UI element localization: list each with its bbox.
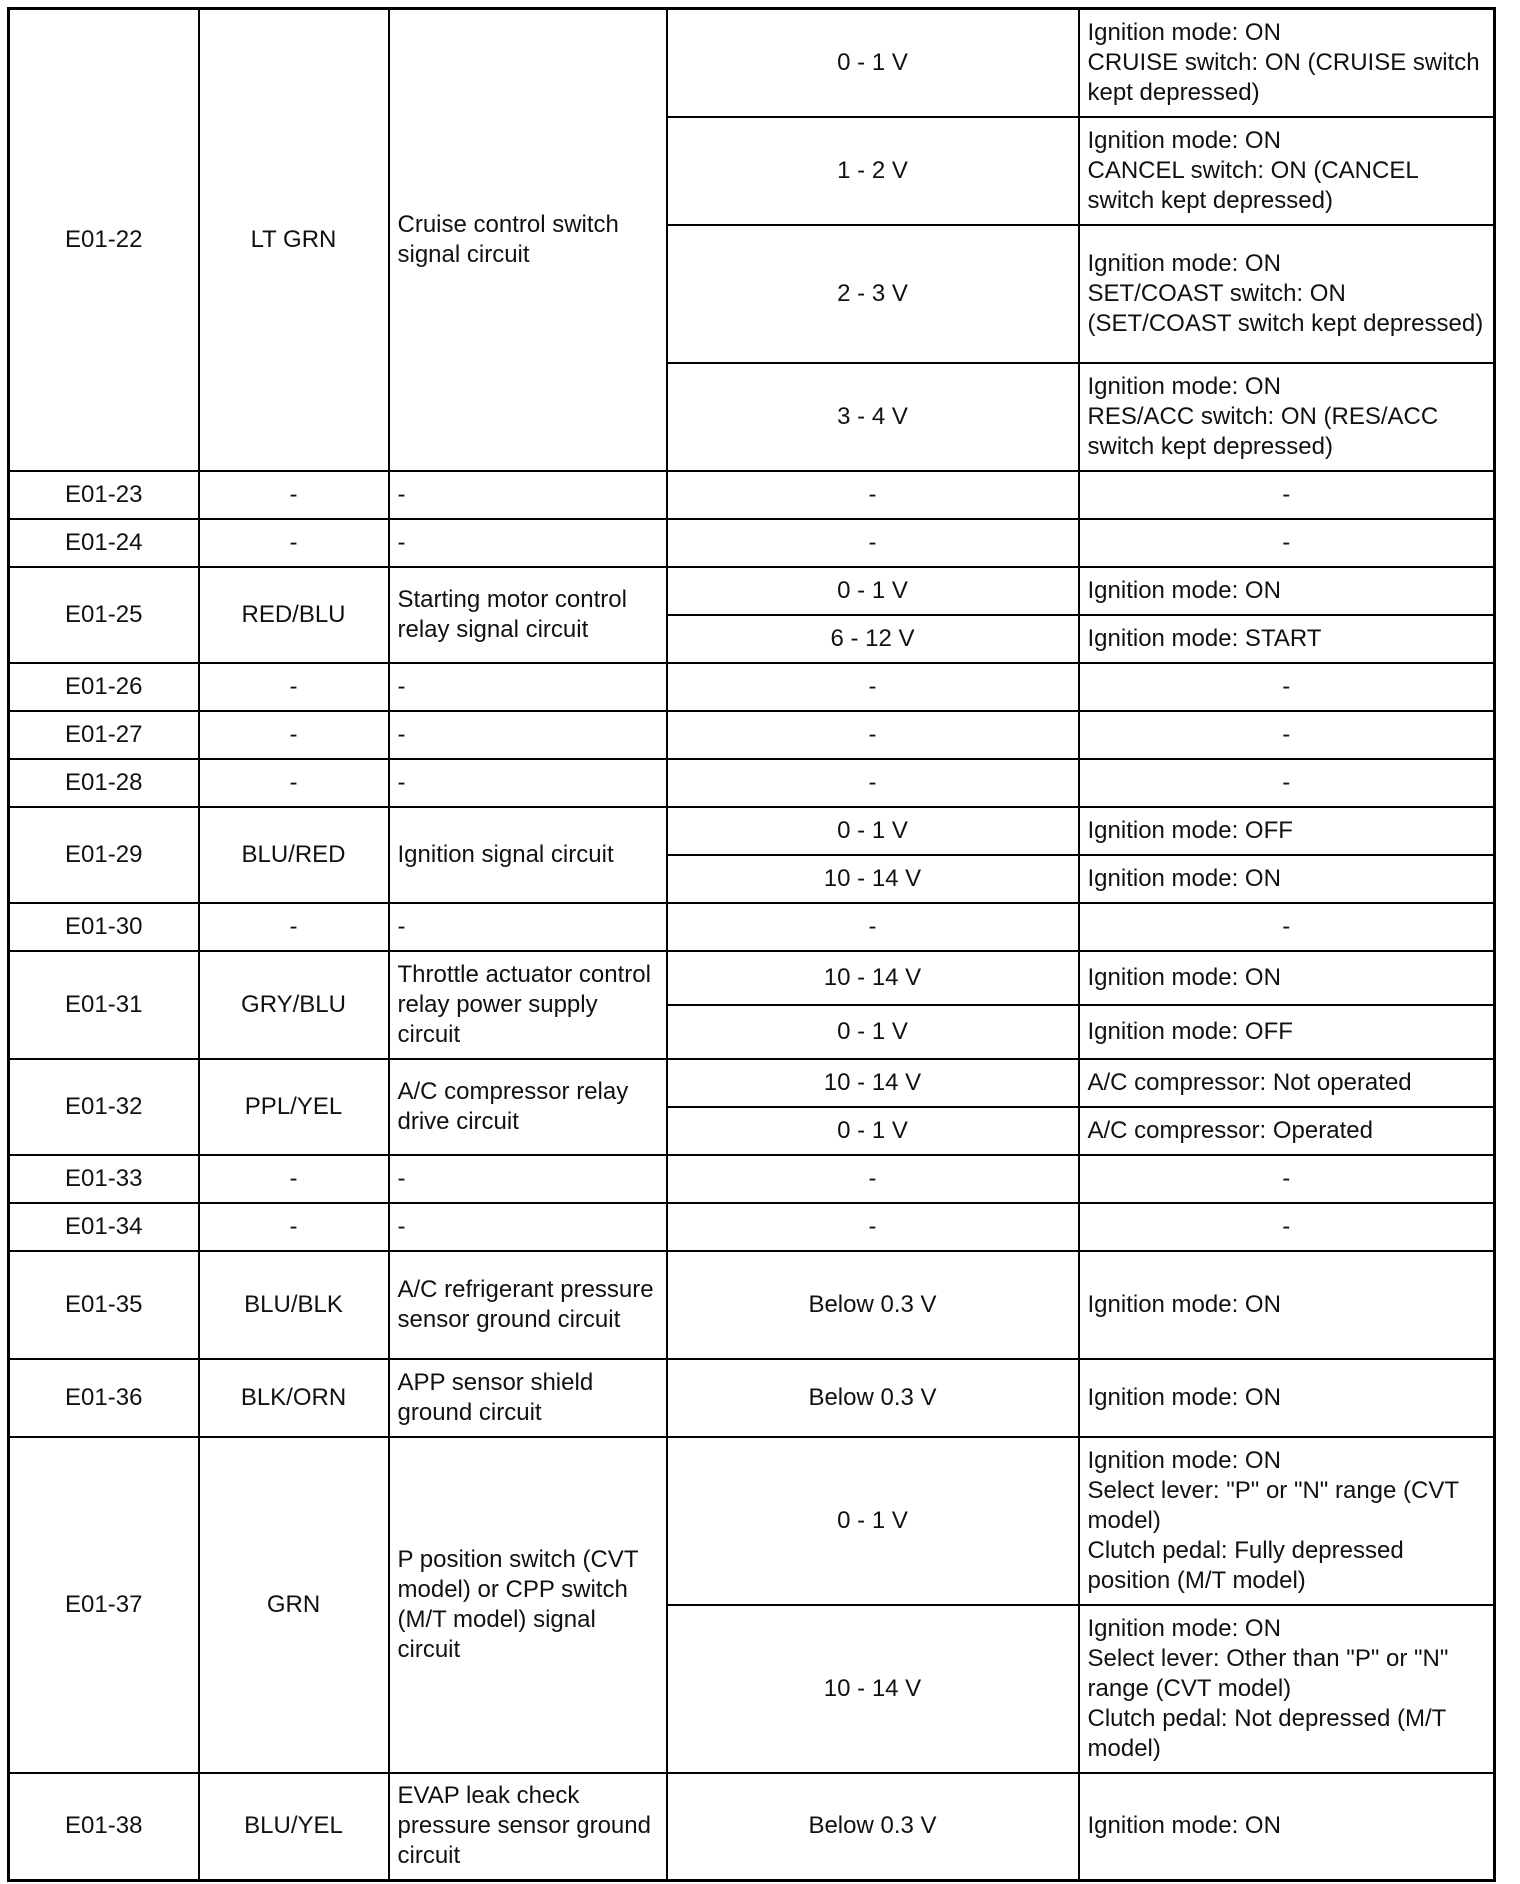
terminal-cell: E01-38 bbox=[9, 1773, 199, 1881]
condition-cell: Ignition mode: ON CRUISE switch: ON (CRUISE switch kept depressed) bbox=[1079, 9, 1495, 117]
table-row bbox=[9, 1251, 1495, 1359]
circuit-description-cell: APP sensor shield ground circuit bbox=[389, 1359, 667, 1437]
table-row bbox=[9, 1773, 1495, 1881]
wire-color-cell: LT GRN bbox=[199, 9, 389, 471]
spec-value-cell: - bbox=[667, 1155, 1079, 1203]
spec-value-cell: 0 - 1 V bbox=[667, 9, 1079, 117]
spec-value-cell: 1 - 2 V bbox=[667, 117, 1079, 225]
condition-cell: Ignition mode: OFF bbox=[1079, 1005, 1495, 1059]
terminal-cell: E01-27 bbox=[9, 711, 199, 759]
circuit-description-cell: - bbox=[389, 471, 667, 519]
spec-value-cell: 6 - 12 V bbox=[667, 615, 1079, 663]
terminal-cell: E01-37 bbox=[9, 1437, 199, 1773]
condition-cell: - bbox=[1079, 519, 1495, 567]
spec-value-cell: 0 - 1 V bbox=[667, 1437, 1079, 1605]
spec-value-cell: 2 - 3 V bbox=[667, 225, 1079, 363]
terminal-cell: E01-28 bbox=[9, 759, 199, 807]
condition-cell: A/C compressor: Not operated bbox=[1079, 1059, 1495, 1107]
spec-value-cell: - bbox=[667, 903, 1079, 951]
table-row bbox=[9, 9, 1495, 117]
circuit-description-cell: A/C refrigerant pressure sensor ground circuit bbox=[389, 1251, 667, 1359]
terminal-cell: E01-34 bbox=[9, 1203, 199, 1251]
table-row bbox=[9, 951, 1495, 1005]
circuit-description-cell: - bbox=[389, 711, 667, 759]
wire-color-cell: BLU/BLK bbox=[199, 1251, 389, 1359]
terminal-cell: E01-22 bbox=[9, 9, 199, 471]
condition-cell: Ignition mode: ON bbox=[1079, 567, 1495, 615]
circuit-description-cell: Ignition signal circuit bbox=[389, 807, 667, 903]
condition-cell: Ignition mode: ON bbox=[1079, 1359, 1495, 1437]
spec-value-cell: - bbox=[667, 759, 1079, 807]
terminal-cell: E01-29 bbox=[9, 807, 199, 903]
wire-color-cell: - bbox=[199, 1203, 389, 1251]
wire-color-cell: BLU/RED bbox=[199, 807, 389, 903]
condition-cell: - bbox=[1079, 711, 1495, 759]
table-row bbox=[9, 711, 1495, 759]
wire-color-cell: - bbox=[199, 519, 389, 567]
condition-cell: - bbox=[1079, 663, 1495, 711]
condition-cell: - bbox=[1079, 471, 1495, 519]
table-row bbox=[9, 519, 1495, 567]
condition-cell: Ignition mode: ON bbox=[1079, 1773, 1495, 1881]
circuit-description-cell: EVAP leak check pressure sensor ground circuit bbox=[389, 1773, 667, 1881]
wire-color-cell: - bbox=[199, 711, 389, 759]
circuit-description-cell: Throttle actuator control relay power supply circuit bbox=[389, 951, 667, 1059]
condition-cell: Ignition mode: START bbox=[1079, 615, 1495, 663]
table-row bbox=[9, 1203, 1495, 1251]
wire-color-cell: - bbox=[199, 663, 389, 711]
table-row bbox=[9, 1359, 1495, 1437]
condition-cell: - bbox=[1079, 759, 1495, 807]
circuit-description-cell: - bbox=[389, 903, 667, 951]
table-row bbox=[9, 1437, 1495, 1605]
circuit-description-cell: - bbox=[389, 1203, 667, 1251]
condition-cell: - bbox=[1079, 1155, 1495, 1203]
condition-cell: Ignition mode: ON CANCEL switch: ON (CANCEL switch kept depressed) bbox=[1079, 117, 1495, 225]
wire-color-cell: GRN bbox=[199, 1437, 389, 1773]
terminal-cell: E01-25 bbox=[9, 567, 199, 663]
wire-color-cell: PPL/YEL bbox=[199, 1059, 389, 1155]
spec-value-cell: 10 - 14 V bbox=[667, 855, 1079, 903]
spec-value-cell: Below 0.3 V bbox=[667, 1359, 1079, 1437]
table-row bbox=[9, 807, 1495, 855]
wire-color-cell: GRY/BLU bbox=[199, 951, 389, 1059]
circuit-description-cell: Starting motor control relay signal circuit bbox=[389, 567, 667, 663]
terminal-cell: E01-33 bbox=[9, 1155, 199, 1203]
circuit-description-cell: Cruise control switch signal circuit bbox=[389, 9, 667, 471]
table-row bbox=[9, 1155, 1495, 1203]
circuit-description-cell: - bbox=[389, 663, 667, 711]
table-row bbox=[9, 903, 1495, 951]
terminal-cell: E01-36 bbox=[9, 1359, 199, 1437]
spec-value-cell: - bbox=[667, 1203, 1079, 1251]
table-row bbox=[9, 663, 1495, 711]
terminal-spec-table bbox=[7, 7, 1496, 1882]
wire-color-cell: - bbox=[199, 903, 389, 951]
spec-value-cell: Below 0.3 V bbox=[667, 1251, 1079, 1359]
condition-cell: Ignition mode: ON bbox=[1079, 1251, 1495, 1359]
spec-value-cell: 0 - 1 V bbox=[667, 807, 1079, 855]
circuit-description-cell: - bbox=[389, 759, 667, 807]
condition-cell: Ignition mode: ON Select lever: "P" or "N" range (CVT model) Clutch pedal: Fully depressed position (M/T model) bbox=[1079, 1437, 1495, 1605]
spec-value-cell: - bbox=[667, 711, 1079, 759]
condition-cell: Ignition mode: ON bbox=[1079, 951, 1495, 1005]
terminal-cell: E01-35 bbox=[9, 1251, 199, 1359]
wire-color-cell: BLU/YEL bbox=[199, 1773, 389, 1881]
spec-value-cell: 10 - 14 V bbox=[667, 1059, 1079, 1107]
table-row bbox=[9, 567, 1495, 615]
wire-color-cell: RED/BLU bbox=[199, 567, 389, 663]
spec-table-body bbox=[9, 9, 1495, 1881]
terminal-cell: E01-23 bbox=[9, 471, 199, 519]
terminal-cell: E01-30 bbox=[9, 903, 199, 951]
condition-cell: Ignition mode: ON bbox=[1079, 855, 1495, 903]
spec-value-cell: 10 - 14 V bbox=[667, 951, 1079, 1005]
terminal-cell: E01-24 bbox=[9, 519, 199, 567]
terminal-cell: E01-31 bbox=[9, 951, 199, 1059]
spec-value-cell: 3 - 4 V bbox=[667, 363, 1079, 471]
condition-cell: Ignition mode: OFF bbox=[1079, 807, 1495, 855]
terminal-spec-document bbox=[7, 7, 1493, 1882]
condition-cell: - bbox=[1079, 903, 1495, 951]
condition-cell: - bbox=[1079, 1203, 1495, 1251]
spec-value-cell: 0 - 1 V bbox=[667, 1005, 1079, 1059]
terminal-cell: E01-32 bbox=[9, 1059, 199, 1155]
condition-cell: A/C compressor: Operated bbox=[1079, 1107, 1495, 1155]
spec-value-cell: Below 0.3 V bbox=[667, 1773, 1079, 1881]
spec-value-cell: 0 - 1 V bbox=[667, 1107, 1079, 1155]
spec-value-cell: 0 - 1 V bbox=[667, 567, 1079, 615]
table-row bbox=[9, 759, 1495, 807]
circuit-description-cell: - bbox=[389, 1155, 667, 1203]
spec-value-cell: - bbox=[667, 663, 1079, 711]
spec-value-cell: 10 - 14 V bbox=[667, 1605, 1079, 1773]
circuit-description-cell: A/C compressor relay drive circuit bbox=[389, 1059, 667, 1155]
wire-color-cell: - bbox=[199, 1155, 389, 1203]
circuit-description-cell: - bbox=[389, 519, 667, 567]
condition-cell: Ignition mode: ON RES/ACC switch: ON (RES/ACC switch kept depressed) bbox=[1079, 363, 1495, 471]
table-row bbox=[9, 471, 1495, 519]
spec-value-cell: - bbox=[667, 519, 1079, 567]
spec-value-cell: - bbox=[667, 471, 1079, 519]
wire-color-cell: BLK/ORN bbox=[199, 1359, 389, 1437]
condition-cell: Ignition mode: ON SET/COAST switch: ON (SET/COAST switch kept depressed) bbox=[1079, 225, 1495, 363]
wire-color-cell: - bbox=[199, 759, 389, 807]
terminal-cell: E01-26 bbox=[9, 663, 199, 711]
table-row bbox=[9, 1059, 1495, 1107]
condition-cell: Ignition mode: ON Select lever: Other than "P" or "N" range (CVT model) Clutch pedal: Not depressed (M/T model) bbox=[1079, 1605, 1495, 1773]
circuit-description-cell: P position switch (CVT model) or CPP switch (M/T model) signal circuit bbox=[389, 1437, 667, 1773]
wire-color-cell: - bbox=[199, 471, 389, 519]
